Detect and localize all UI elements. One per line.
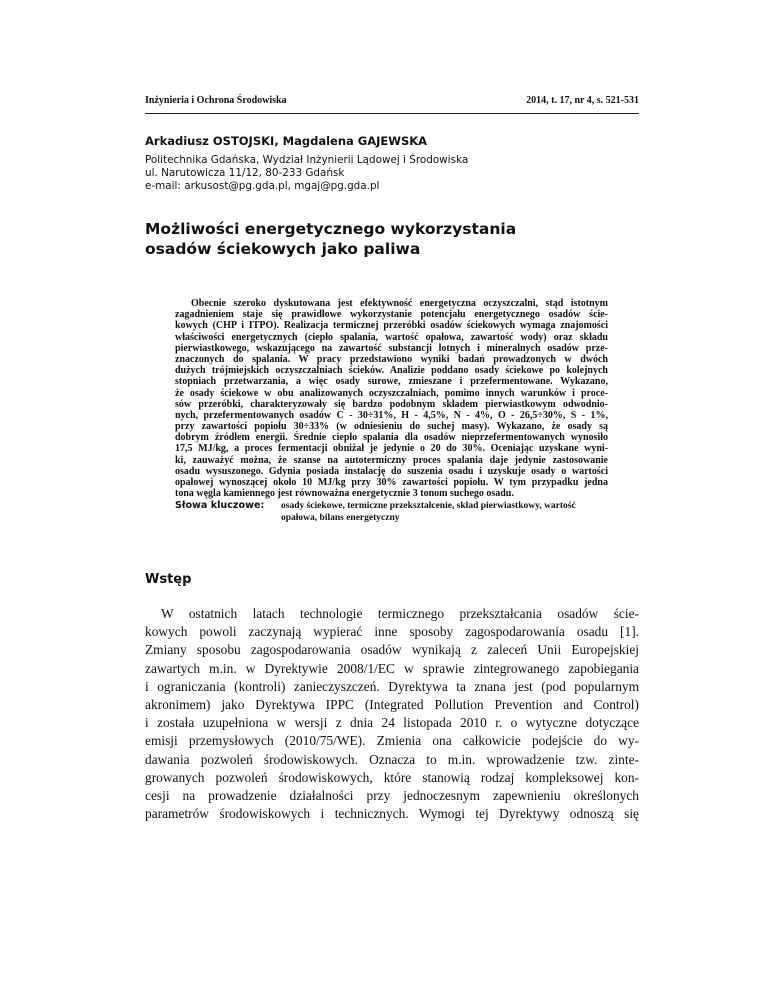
keywords-label: Słowa kluczowe: xyxy=(175,500,265,511)
abstract-line: znaczonych do spalania. W pracy przedstawiono wyniki badań prowadzonych w dwóch xyxy=(175,353,608,365)
abstract-line: zagadnieniem staje się prawidłowe wykorzystanie potencjału energetycznego osadów ście- xyxy=(175,309,608,321)
abstract-line: opałowej wynoszącej około 10 MJ/kg przy 30% zawartości popiołu. W tym przypadku jedna xyxy=(175,477,608,488)
title-line: Możliwości energetycznego wykorzystania xyxy=(145,220,517,238)
abstract-line: tona węgla kamiennego jest równoważna energetycznie 3 tonom suchego osadu. xyxy=(175,488,514,500)
abstract xyxy=(175,298,608,499)
body-line: Zmiany sposobu zagospodarowania osadów wynikają z zaleceń Unii Europejskiej xyxy=(145,642,639,658)
email-line: e-mail: arkusost@pg.gda.pl, mgaj@pg.gda.pl xyxy=(145,180,380,192)
abstract-line: osadu wysuszonego. Gdynia posiada instalację do suszenia osadu i uzyskuje osady o wartości xyxy=(175,465,608,477)
paper-title xyxy=(145,219,516,259)
abstract-line: 17,5 MJ/kg, a proces fermentacji obniżał je jedynie o 20 do 30%. Oceniając uzyskane wyni- xyxy=(175,443,608,455)
abstract-line: Obecnie szeroko dyskutowana jest efektywność energetyczna oczyszczalni, stąd istotnym xyxy=(191,298,608,309)
body-line: i została uzupełniona w wersji z dnia 24 listopada 2010 r. o wytyczne dotyczące xyxy=(145,715,639,731)
authors: Arkadiusz OSTOJSKI, Magdalena GAJEWSKA xyxy=(145,134,428,148)
abstract-line: pierwiastkowego, wskazującego na zawartość substancji lotnych i mineralnych osadów prze- xyxy=(175,342,608,354)
body-line: growanych pozwoleń środowiskowych, które stanowią rodzaj kompleksowej kon- xyxy=(145,769,639,785)
abstract-line: stopniach przetwarzania, a więc osady surowe, zmieszane i przefermentowane. Wykazano, xyxy=(175,376,608,388)
title-line: osadów ściekowych jako paliwa xyxy=(145,240,421,258)
body-line: i ograniczania (kontroli) zanieczyszczeń. Dyrektywa ta znana jest (pod popularnym xyxy=(145,678,639,694)
journal-name: Inżynieria i Ochrona Środowiska xyxy=(145,95,287,106)
body-line: kowych powoli zaczynają wypierać inne sposoby zagospodarowania osadu [1]. xyxy=(145,624,639,640)
abstract-line: ki, zauważyć można, że szanse na autotermiczny proces spalania daje jedynie zastosowanie xyxy=(175,454,608,466)
abstract-line: sów przeróbki, charakteryzowały się bardzo podobnym składem pierwiastkowym odwodnio- xyxy=(175,398,608,410)
header-rule xyxy=(145,113,639,114)
abstract-line: właściwości energetycznych (ciepło spalania, wartość opałowa, zawartość wody) oraz składu xyxy=(175,331,608,343)
address-line: ul. Narutowicza 11/12, 80-233 Gdańsk xyxy=(145,167,345,179)
citation-info: 2014, t. 17, nr 4, s. 521-531 xyxy=(526,95,639,106)
abstract-line: nych, przefermentowanych osadów C - 30÷31%, H - 4,5%, N - 4%, O - 26,5÷30%, S - 1%, xyxy=(175,409,608,421)
affiliation-line: Politechnika Gdańska, Wydział Inżynierii Lądowej i Środowiska xyxy=(145,154,469,166)
body-line: emisji przemysłowych (2010/75/WE). Zmienia ona całkowicie podejście do wy- xyxy=(145,733,639,749)
keywords-value: osady ściekowe, termiczne przekształcenie, skład pierwiastkowy, wartość opałowa, bilans energetyczny xyxy=(281,501,576,523)
abstract-line: przy zawartości popiołu 30÷33% (w odniesieniu do suchej masy). Wykazano, że osady są xyxy=(175,421,608,433)
body-line: W ostatnich latach technologie termicznego przekształcania osadów ście- xyxy=(161,606,639,621)
section-heading: Wstęp xyxy=(145,572,192,587)
body-line: zawartych m.in. w Dyrektywie 2008/1/EC w sprawie zintegrowanego zapobiegania xyxy=(145,660,639,676)
abstract-line: że osady ściekowe w obu analizowanych oczyszczalniach, pomimo innych warunków i proce- xyxy=(175,387,608,399)
body-line: akronimem) jako Dyrektywa IPPC (Integrated Pollution Prevention and Control) xyxy=(145,696,639,712)
body-line: cesji na prowadzenie działalności przy jednoczesnym zapewnieniu określonych xyxy=(145,787,639,803)
body-text xyxy=(145,605,639,823)
abstract-line: dużych trójmiejskich oczyszczalniach ścieków. Analizie poddano osady ściekowe po kolejnych xyxy=(175,365,608,377)
body-line: dawania pozwoleń środowiskowych. Oznacza to m.in. wprowadzenie tzw. zinte- xyxy=(145,751,639,767)
running-header xyxy=(145,95,639,109)
body-line: parametrów środowiskowych i technicznych. Wymogi tej Dyrektywy odnoszą się xyxy=(145,806,639,822)
abstract-line: dobrym źródłem energii. Średnie ciepło spalania dla osadów nieprzefermentowanych wynosiło xyxy=(175,432,608,444)
abstract-line: kowych (CHP i ITPO). Realizacja termicznej przeróbki osadów ściekowych wymaga znajomości xyxy=(175,320,608,332)
